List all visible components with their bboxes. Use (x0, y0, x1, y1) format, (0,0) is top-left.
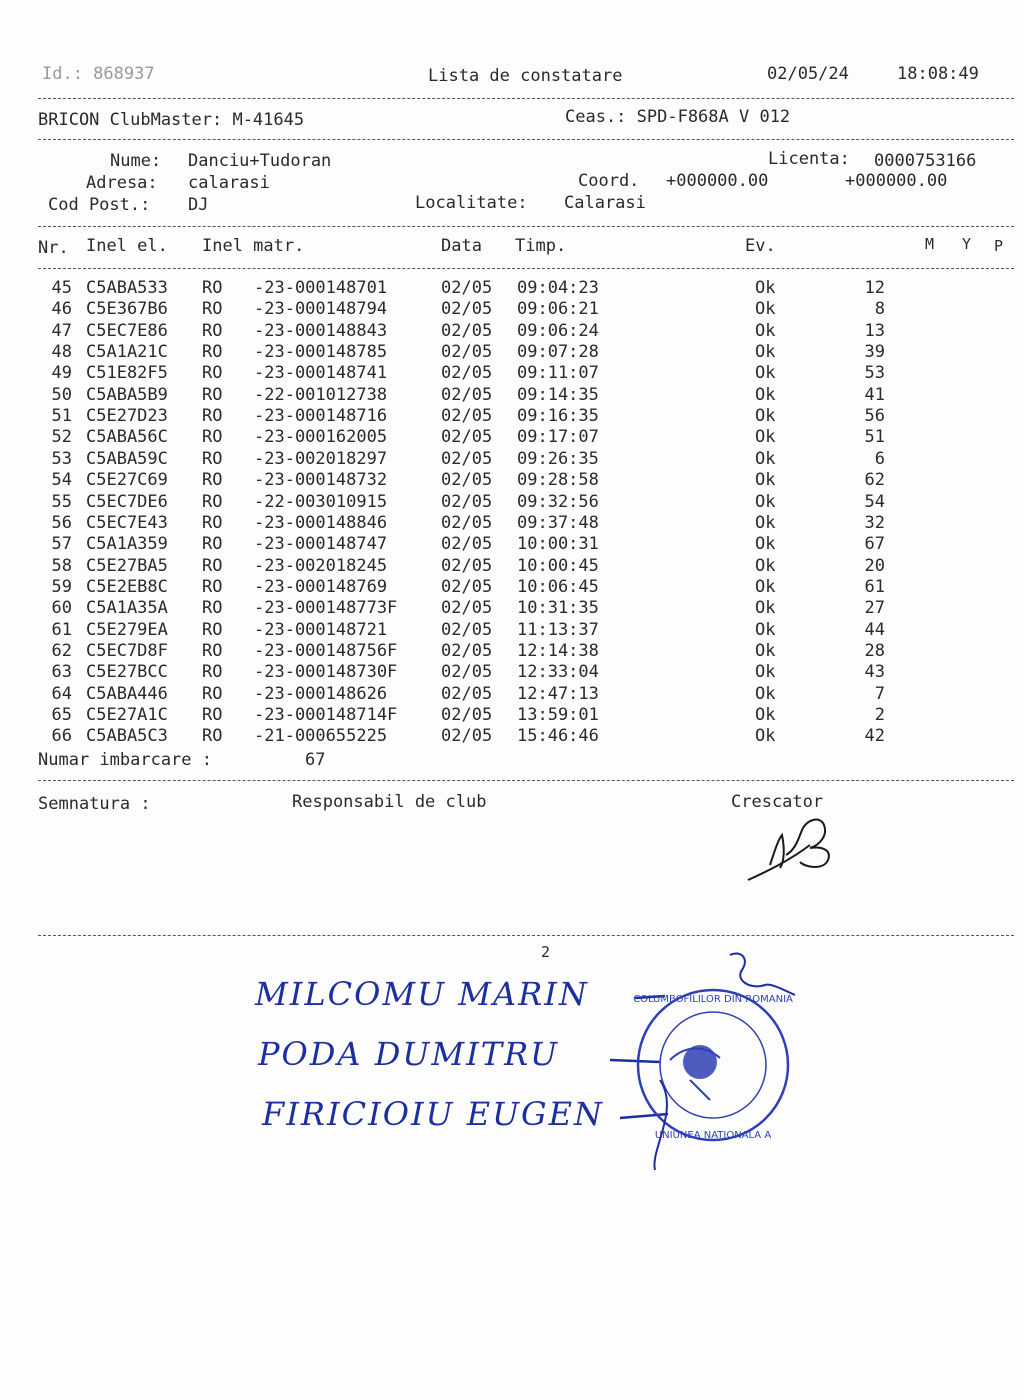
divider (38, 226, 1014, 227)
position-value: 56 (864, 406, 885, 427)
event-status: Ok (755, 619, 776, 640)
print-time: 18:08:49 (897, 64, 979, 84)
arrival-time: 10:00:31 (517, 534, 599, 555)
col-header-y: Y (962, 235, 972, 253)
country-code: RO (202, 363, 223, 384)
event-status: Ok (755, 470, 776, 491)
svg-text:COLUMBOFILILOR DIN ROMANIA: COLUMBOFILILOR DIN ROMANIA (633, 994, 793, 1005)
handwritten-name-1: MILCOMU MARIN (255, 975, 589, 1013)
electronic-ring: C5E367B6 (86, 299, 168, 320)
arrival-date: 02/05 (441, 512, 493, 533)
arrival-date: 02/05 (441, 598, 493, 619)
table-row (0, 577, 1024, 598)
country-code: RO (202, 576, 223, 597)
electronic-ring: C5E279EA (86, 619, 168, 640)
position-value: 42 (864, 726, 885, 747)
registration-ring: -23-000148741 (254, 363, 388, 384)
position-value: 44 (864, 619, 885, 640)
arrival-date: 02/05 (441, 555, 493, 576)
event-status: Ok (755, 534, 776, 555)
col-header-inel-el: Inel el. (86, 236, 168, 256)
divider (38, 780, 1014, 781)
event-status: Ok (755, 598, 776, 619)
table-row (0, 470, 1024, 491)
arrival-date: 02/05 (441, 683, 493, 704)
arrival-time: 09:07:28 (517, 342, 599, 363)
electronic-ring: C5ABA5B9 (86, 384, 168, 405)
arrival-time: 12:33:04 (517, 662, 599, 683)
arrival-time: 15:46:46 (517, 726, 599, 747)
event-status: Ok (755, 705, 776, 725)
arrival-time: 12:47:13 (517, 683, 599, 704)
position-value: 27 (864, 598, 885, 619)
table-row (0, 662, 1024, 683)
position-value: 20 (864, 555, 885, 576)
col-header-timp: Timp. (515, 236, 567, 256)
clock-id: Ceas.: SPD-F868A V 012 (565, 107, 791, 127)
event-status: Ok (755, 384, 776, 405)
arrival-date: 02/05 (441, 278, 493, 298)
country-code: RO (202, 640, 223, 661)
postal-value: DJ (188, 195, 209, 215)
registration-ring: -23-000148721 (254, 619, 388, 640)
country-code: RO (202, 555, 223, 576)
event-status: Ok (755, 491, 776, 512)
electronic-ring: C5ABA59C (86, 448, 168, 469)
event-status: Ok (755, 448, 776, 469)
country-code: RO (202, 491, 223, 512)
arrival-time: 09:17:07 (517, 427, 599, 448)
coord-label: Coord. (578, 171, 640, 191)
event-status: Ok (755, 363, 776, 384)
table-row (0, 342, 1024, 363)
position-value: 32 (864, 512, 885, 533)
document-id: Id.: 868937 (42, 64, 155, 84)
country-code: RO (202, 320, 223, 341)
position-value: 28 (864, 640, 885, 661)
event-status: Ok (755, 640, 776, 661)
arrival-date: 02/05 (441, 363, 493, 384)
electronic-ring: C5E27C69 (86, 470, 168, 491)
row-number: 60 (51, 598, 72, 619)
country-code: RO (202, 470, 223, 491)
row-number: 48 (51, 342, 72, 363)
country-code: RO (202, 726, 223, 747)
arrival-date: 02/05 (441, 384, 493, 405)
registration-ring: -23-000148732 (254, 470, 388, 491)
table-row (0, 385, 1024, 406)
arrival-time: 09:04:23 (517, 278, 599, 298)
row-number: 45 (51, 278, 72, 298)
table-row (0, 620, 1024, 641)
arrival-time: 09:32:56 (517, 491, 599, 512)
row-number: 46 (51, 299, 72, 320)
registration-ring: -23-000148730F (254, 662, 398, 683)
divider (38, 935, 1014, 936)
col-header-inel-matr: Inel matr. (202, 236, 305, 256)
registration-ring: -23-000162005 (254, 427, 388, 448)
arrival-time: 09:26:35 (517, 448, 599, 469)
table-row (0, 363, 1024, 384)
event-status: Ok (755, 555, 776, 576)
boarding-count-label: Numar imbarcare : (38, 750, 212, 770)
col-header-p: P (994, 237, 1004, 255)
electronic-ring: C5EC7E86 (86, 320, 168, 341)
arrival-date: 02/05 (441, 662, 493, 683)
electronic-ring: C5ABA56C (86, 427, 168, 448)
arrival-time: 09:16:35 (517, 406, 599, 427)
position-value: 2 (874, 705, 885, 725)
signature-label: Semnatura : (38, 794, 151, 814)
coord-longitude: +000000.00 (845, 171, 948, 191)
table-row (0, 598, 1024, 619)
col-header-nr: Nr. (38, 238, 69, 258)
arrival-date: 02/05 (441, 491, 493, 512)
country-code: RO (202, 406, 223, 427)
svg-text:UNIUNEA NATIONALA A: UNIUNEA NATIONALA A (654, 1130, 772, 1141)
position-value: 43 (864, 662, 885, 683)
row-number: 52 (51, 427, 72, 448)
arrival-time: 09:37:48 (517, 512, 599, 533)
arrival-date: 02/05 (441, 705, 493, 725)
registration-ring: -23-000148843 (254, 320, 388, 341)
club-responsible-label: Responsabil de club (292, 792, 487, 812)
row-number: 61 (51, 619, 72, 640)
col-header-m: M (925, 235, 935, 253)
row-number: 65 (51, 705, 72, 725)
handwritten-name-2: PODA DUMITRU (258, 1035, 560, 1073)
breeder-signature (740, 810, 850, 890)
arrival-date: 02/05 (441, 342, 493, 363)
fancier-name: Danciu+Tudoran (188, 151, 332, 171)
arrival-date: 02/05 (441, 320, 493, 341)
arrival-time: 09:06:21 (517, 299, 599, 320)
country-code: RO (202, 683, 223, 704)
row-number: 53 (51, 448, 72, 469)
position-value: 13 (864, 320, 885, 341)
arrival-time: 09:11:07 (517, 363, 599, 384)
registration-ring: -23-002018245 (254, 555, 388, 576)
row-number: 47 (51, 320, 72, 341)
event-status: Ok (755, 342, 776, 363)
clubmaster-system: BRICON ClubMaster: M-41645 (38, 110, 305, 130)
handwritten-name-3: FIRICIOIU EUGEN (262, 1095, 604, 1133)
postal-label: Cod Post.: (48, 195, 151, 215)
table-row (0, 492, 1024, 513)
position-value: 53 (864, 363, 885, 384)
country-code: RO (202, 342, 223, 363)
breeder-label: Crescator (731, 792, 824, 812)
electronic-ring: C5ABA446 (86, 683, 168, 704)
row-number: 57 (51, 534, 72, 555)
country-code: RO (202, 427, 223, 448)
registration-ring: -23-000148773F (254, 598, 398, 619)
boarding-count-value: 67 (305, 750, 326, 770)
country-code: RO (202, 512, 223, 533)
position-value: 6 (874, 448, 885, 469)
event-status: Ok (755, 726, 776, 747)
arrival-time: 09:14:35 (517, 384, 599, 405)
arrival-date: 02/05 (441, 299, 493, 320)
license-label: Licenta: (768, 149, 850, 169)
position-value: 8 (874, 299, 885, 320)
position-value: 39 (864, 342, 885, 363)
electronic-ring: C5EC7E43 (86, 512, 168, 533)
electronic-ring: C5A1A21C (86, 342, 168, 363)
registration-ring: -22-001012738 (254, 384, 388, 405)
table-row (0, 278, 1024, 299)
event-status: Ok (755, 320, 776, 341)
divider (38, 98, 1014, 99)
col-header-data: Data (441, 236, 482, 256)
col-header-ev: Ev. (745, 236, 776, 256)
country-code: RO (202, 619, 223, 640)
position-value: 54 (864, 491, 885, 512)
document-title: Lista de constatare (428, 66, 623, 86)
registration-ring: -23-000148714F (254, 705, 398, 725)
arrival-time: 09:28:58 (517, 470, 599, 491)
arrival-time: 12:14:38 (517, 640, 599, 661)
registration-ring: -21-000655225 (254, 726, 388, 747)
position-value: 41 (864, 384, 885, 405)
event-status: Ok (755, 427, 776, 448)
arrival-time: 10:00:45 (517, 555, 599, 576)
address-label: Adresa: (86, 173, 158, 193)
row-number: 64 (51, 683, 72, 704)
address-value: calarasi (188, 173, 270, 193)
registration-ring: -23-000148716 (254, 406, 388, 427)
name-label: Nume: (110, 151, 162, 171)
table-row (0, 321, 1024, 342)
country-code: RO (202, 705, 223, 725)
electronic-ring: C5E27A1C (86, 705, 168, 725)
electronic-ring: C5A1A35A (86, 598, 168, 619)
electronic-ring: C5E2EB8C (86, 576, 168, 597)
table-row (0, 726, 1024, 747)
table-row (0, 534, 1024, 555)
position-value: 62 (864, 470, 885, 491)
table-row (0, 427, 1024, 448)
arrival-date: 02/05 (441, 619, 493, 640)
table-row (0, 299, 1024, 320)
arrival-date: 02/05 (441, 726, 493, 747)
row-number: 50 (51, 384, 72, 405)
electronic-ring: C5E27BCC (86, 662, 168, 683)
position-value: 12 (864, 278, 885, 298)
table-row (0, 641, 1024, 662)
country-code: RO (202, 448, 223, 469)
coord-latitude: +000000.00 (666, 171, 769, 191)
row-number: 54 (51, 470, 72, 491)
arrival-time: 10:31:35 (517, 598, 599, 619)
table-row (0, 684, 1024, 705)
electronic-ring: C51E82F5 (86, 363, 168, 384)
row-number: 58 (51, 555, 72, 576)
electronic-ring: C5E27BA5 (86, 555, 168, 576)
country-code: RO (202, 299, 223, 320)
event-status: Ok (755, 406, 776, 427)
position-value: 51 (864, 427, 885, 448)
position-value: 67 (864, 534, 885, 555)
country-code: RO (202, 384, 223, 405)
license-number: 0000753166 (874, 151, 977, 171)
row-number: 51 (51, 406, 72, 427)
registration-ring: -23-002018297 (254, 448, 388, 469)
divider (38, 268, 1014, 269)
registration-ring: -23-000148846 (254, 512, 388, 533)
locality-label: Localitate: (415, 193, 528, 213)
event-status: Ok (755, 662, 776, 683)
print-date: 02/05/24 (767, 64, 849, 84)
registration-ring: -22-003010915 (254, 491, 388, 512)
table-row (0, 705, 1024, 726)
event-status: Ok (755, 576, 776, 597)
registration-ring: -23-000148769 (254, 576, 388, 597)
union-stamp (630, 950, 805, 1175)
event-status: Ok (755, 278, 776, 298)
locality-value: Calarasi (564, 193, 646, 213)
arrival-date: 02/05 (441, 406, 493, 427)
table-row (0, 513, 1024, 534)
registration-ring: -23-000148626 (254, 683, 388, 704)
event-status: Ok (755, 299, 776, 320)
position-value: 7 (874, 683, 885, 704)
row-number: 63 (51, 662, 72, 683)
row-number: 55 (51, 491, 72, 512)
arrival-time: 10:06:45 (517, 576, 599, 597)
registration-ring: -23-000148747 (254, 534, 388, 555)
electronic-ring: C5EC7D8F (86, 640, 168, 661)
event-status: Ok (755, 512, 776, 533)
row-number: 66 (51, 726, 72, 747)
table-row (0, 406, 1024, 427)
table-row (0, 556, 1024, 577)
arrival-date: 02/05 (441, 640, 493, 661)
row-number: 56 (51, 512, 72, 533)
arrival-time: 11:13:37 (517, 619, 599, 640)
electronic-ring: C5EC7DE6 (86, 491, 168, 512)
registration-ring: -23-000148701 (254, 278, 388, 298)
electronic-ring: C5E27D23 (86, 406, 168, 427)
country-code: RO (202, 662, 223, 683)
arrival-date: 02/05 (441, 576, 493, 597)
arrival-time: 13:59:01 (517, 705, 599, 725)
electronic-ring: C5ABA533 (86, 278, 168, 298)
electronic-ring: C5A1A359 (86, 534, 168, 555)
row-number: 49 (51, 363, 72, 384)
country-code: RO (202, 598, 223, 619)
registration-ring: -23-000148794 (254, 299, 388, 320)
registration-ring: -23-000148785 (254, 342, 388, 363)
row-number: 62 (51, 640, 72, 661)
divider (38, 139, 1014, 140)
arrival-date: 02/05 (441, 470, 493, 491)
arrival-date: 02/05 (441, 534, 493, 555)
row-number: 59 (51, 576, 72, 597)
registration-ring: -23-000148756F (254, 640, 398, 661)
country-code: RO (202, 278, 223, 298)
electronic-ring: C5ABA5C3 (86, 726, 168, 747)
arrival-date: 02/05 (441, 448, 493, 469)
table-row (0, 449, 1024, 470)
position-value: 61 (864, 576, 885, 597)
event-status: Ok (755, 683, 776, 704)
arrival-date: 02/05 (441, 427, 493, 448)
page-number: 2 (541, 943, 551, 961)
arrival-time: 09:06:24 (517, 320, 599, 341)
country-code: RO (202, 534, 223, 555)
